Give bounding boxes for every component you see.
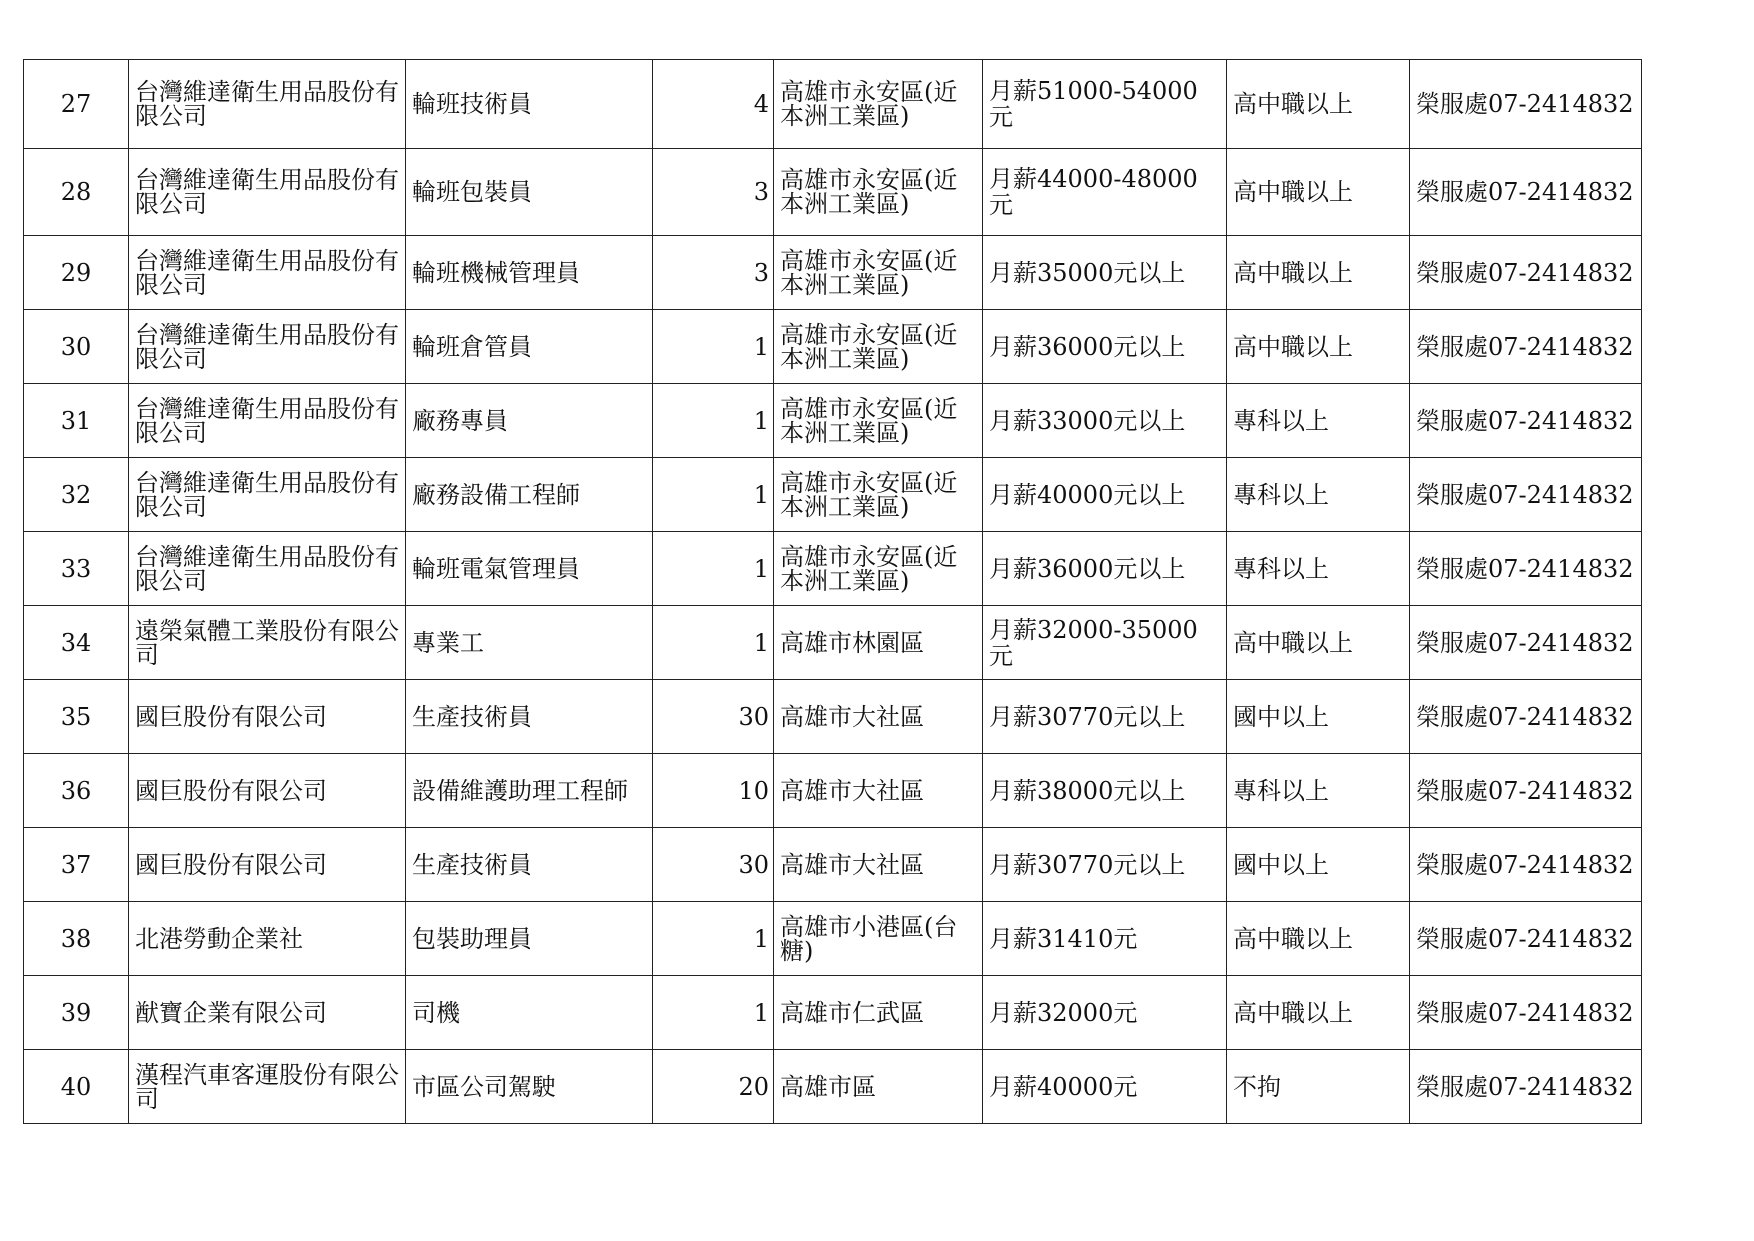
row-number-cell: 31 [24, 384, 129, 458]
headcount-cell: 1 [653, 606, 774, 680]
table-row [24, 828, 1642, 902]
contact-cell: 榮服處07-2414832 [1410, 680, 1642, 754]
education-cell: 高中職以上 [1227, 976, 1410, 1050]
salary-cell: 月薪36000元以上 [983, 310, 1227, 384]
company-cell: 台灣維達衛生用品股份有限公司 [129, 532, 406, 606]
location-cell: 高雄市林園區 [774, 606, 983, 680]
contact-cell: 榮服處07-2414832 [1410, 976, 1642, 1050]
position-cell: 廠務專員 [406, 384, 653, 458]
headcount-cell: 1 [653, 310, 774, 384]
education-cell: 高中職以上 [1227, 149, 1410, 236]
row-number-cell: 29 [24, 236, 129, 310]
table-row [24, 976, 1642, 1050]
location-cell: 高雄市大社區 [774, 828, 983, 902]
table-row [24, 458, 1642, 532]
education-cell: 國中以上 [1227, 680, 1410, 754]
position-cell: 專業工 [406, 606, 653, 680]
salary-cell: 月薪35000元以上 [983, 236, 1227, 310]
position-cell: 輪班電氣管理員 [406, 532, 653, 606]
table-row [24, 310, 1642, 384]
table-row [24, 680, 1642, 754]
salary-cell: 月薪38000元以上 [983, 754, 1227, 828]
company-cell: 漢程汽車客運股份有限公司 [129, 1050, 406, 1124]
table-row [24, 60, 1642, 149]
salary-cell: 月薪30770元以上 [983, 680, 1227, 754]
salary-cell: 月薪51000-54000元 [983, 60, 1227, 149]
position-cell: 生產技術員 [406, 680, 653, 754]
row-number-cell: 38 [24, 902, 129, 976]
row-number-cell: 30 [24, 310, 129, 384]
row-number-cell: 34 [24, 606, 129, 680]
location-cell: 高雄市小港區(台糖) [774, 902, 983, 976]
position-cell: 輪班倉管員 [406, 310, 653, 384]
position-cell: 設備維護助理工程師 [406, 754, 653, 828]
education-cell: 專科以上 [1227, 384, 1410, 458]
headcount-cell: 1 [653, 458, 774, 532]
row-number-cell: 37 [24, 828, 129, 902]
headcount-cell: 10 [653, 754, 774, 828]
headcount-cell: 1 [653, 532, 774, 606]
salary-cell: 月薪32000-35000元 [983, 606, 1227, 680]
position-cell: 市區公司駕駛 [406, 1050, 653, 1124]
company-cell: 國巨股份有限公司 [129, 828, 406, 902]
headcount-cell: 1 [653, 384, 774, 458]
contact-cell: 榮服處07-2414832 [1410, 458, 1642, 532]
salary-cell: 月薪44000-48000元 [983, 149, 1227, 236]
contact-cell: 榮服處07-2414832 [1410, 1050, 1642, 1124]
table-row [24, 532, 1642, 606]
headcount-cell: 3 [653, 236, 774, 310]
location-cell: 高雄市仁武區 [774, 976, 983, 1050]
location-cell: 高雄市永安區(近本洲工業區) [774, 149, 983, 236]
table-row [24, 902, 1642, 976]
headcount-cell: 1 [653, 902, 774, 976]
contact-cell: 榮服處07-2414832 [1410, 310, 1642, 384]
location-cell: 高雄市永安區(近本洲工業區) [774, 236, 983, 310]
location-cell: 高雄市大社區 [774, 680, 983, 754]
education-cell: 高中職以上 [1227, 310, 1410, 384]
contact-cell: 榮服處07-2414832 [1410, 60, 1642, 149]
education-cell: 專科以上 [1227, 754, 1410, 828]
contact-cell: 榮服處07-2414832 [1410, 606, 1642, 680]
row-number-cell: 36 [24, 754, 129, 828]
company-cell: 台灣維達衛生用品股份有限公司 [129, 236, 406, 310]
contact-cell: 榮服處07-2414832 [1410, 902, 1642, 976]
position-cell: 司機 [406, 976, 653, 1050]
position-cell: 包裝助理員 [406, 902, 653, 976]
salary-cell: 月薪32000元 [983, 976, 1227, 1050]
location-cell: 高雄市永安區(近本洲工業區) [774, 60, 983, 149]
salary-cell: 月薪36000元以上 [983, 532, 1227, 606]
location-cell: 高雄市永安區(近本洲工業區) [774, 310, 983, 384]
headcount-cell: 4 [653, 60, 774, 149]
company-cell: 國巨股份有限公司 [129, 680, 406, 754]
position-cell: 輪班機械管理員 [406, 236, 653, 310]
location-cell: 高雄市永安區(近本洲工業區) [774, 458, 983, 532]
job-table-body [24, 60, 1642, 1124]
salary-cell: 月薪40000元 [983, 1050, 1227, 1124]
contact-cell: 榮服處07-2414832 [1410, 149, 1642, 236]
company-cell: 國巨股份有限公司 [129, 754, 406, 828]
row-number-cell: 32 [24, 458, 129, 532]
salary-cell: 月薪33000元以上 [983, 384, 1227, 458]
company-cell: 猷寶企業有限公司 [129, 976, 406, 1050]
company-cell: 台灣維達衛生用品股份有限公司 [129, 384, 406, 458]
row-number-cell: 28 [24, 149, 129, 236]
company-cell: 遠榮氣體工業股份有限公司 [129, 606, 406, 680]
table-row [24, 606, 1642, 680]
table-row [24, 1050, 1642, 1124]
location-cell: 高雄市永安區(近本洲工業區) [774, 532, 983, 606]
row-number-cell: 35 [24, 680, 129, 754]
education-cell: 專科以上 [1227, 532, 1410, 606]
salary-cell: 月薪31410元 [983, 902, 1227, 976]
headcount-cell: 30 [653, 680, 774, 754]
row-number-cell: 39 [24, 976, 129, 1050]
salary-cell: 月薪40000元以上 [983, 458, 1227, 532]
table-row [24, 236, 1642, 310]
contact-cell: 榮服處07-2414832 [1410, 384, 1642, 458]
table-row [24, 384, 1642, 458]
headcount-cell: 3 [653, 149, 774, 236]
contact-cell: 榮服處07-2414832 [1410, 236, 1642, 310]
location-cell: 高雄市大社區 [774, 754, 983, 828]
contact-cell: 榮服處07-2414832 [1410, 828, 1642, 902]
row-number-cell: 33 [24, 532, 129, 606]
education-cell: 高中職以上 [1227, 606, 1410, 680]
row-number-cell: 27 [24, 60, 129, 149]
company-cell: 台灣維達衛生用品股份有限公司 [129, 458, 406, 532]
position-cell: 廠務設備工程師 [406, 458, 653, 532]
position-cell: 輪班技術員 [406, 60, 653, 149]
headcount-cell: 1 [653, 976, 774, 1050]
position-cell: 輪班包裝員 [406, 149, 653, 236]
table-row [24, 149, 1642, 236]
job-listing-table [23, 59, 1642, 1124]
education-cell: 高中職以上 [1227, 236, 1410, 310]
table-row [24, 754, 1642, 828]
company-cell: 台灣維達衛生用品股份有限公司 [129, 60, 406, 149]
company-cell: 台灣維達衛生用品股份有限公司 [129, 310, 406, 384]
company-cell: 北港勞動企業社 [129, 902, 406, 976]
salary-cell: 月薪30770元以上 [983, 828, 1227, 902]
education-cell: 高中職以上 [1227, 902, 1410, 976]
company-cell: 台灣維達衛生用品股份有限公司 [129, 149, 406, 236]
education-cell: 不拘 [1227, 1050, 1410, 1124]
headcount-cell: 30 [653, 828, 774, 902]
education-cell: 高中職以上 [1227, 60, 1410, 149]
location-cell: 高雄市區 [774, 1050, 983, 1124]
headcount-cell: 20 [653, 1050, 774, 1124]
row-number-cell: 40 [24, 1050, 129, 1124]
education-cell: 專科以上 [1227, 458, 1410, 532]
location-cell: 高雄市永安區(近本洲工業區) [774, 384, 983, 458]
contact-cell: 榮服處07-2414832 [1410, 754, 1642, 828]
education-cell: 國中以上 [1227, 828, 1410, 902]
contact-cell: 榮服處07-2414832 [1410, 532, 1642, 606]
position-cell: 生產技術員 [406, 828, 653, 902]
